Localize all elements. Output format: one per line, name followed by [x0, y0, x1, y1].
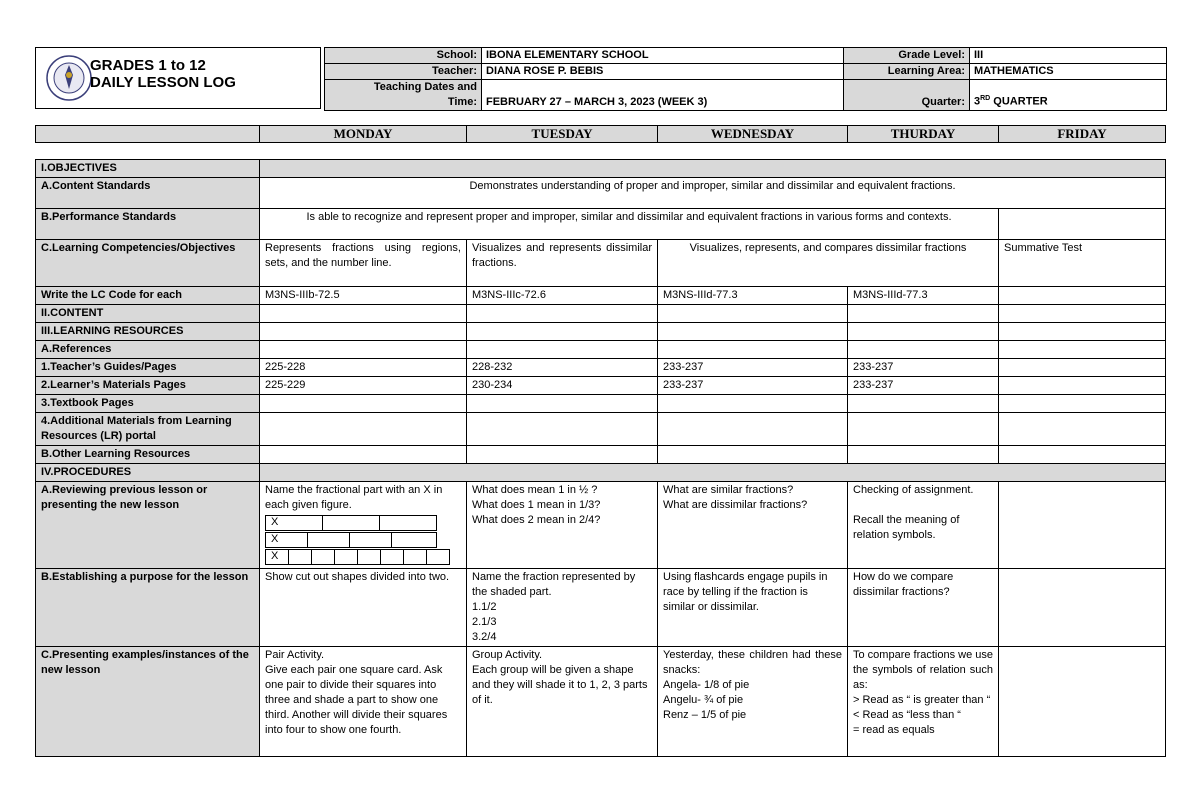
figure-3-part-4	[334, 549, 358, 565]
purpose-tuesday	[467, 569, 658, 647]
examples-label: C.Presenting examples/instances of the new lesson	[36, 647, 260, 757]
teacher-value: DIANA ROSE P. BEBIS	[482, 64, 844, 80]
figure-2-part-2	[307, 532, 350, 548]
examples-thursday-intro: To compare fractions we use the symbols of relation such as:	[853, 649, 994, 691]
day-monday: MONDAY	[260, 126, 467, 143]
teachers-guide-thursday: 233-237	[848, 359, 999, 377]
teachers-guide-friday	[999, 359, 1166, 377]
lc-code-thursday: M3NS-IIId-77.3	[848, 287, 999, 305]
purpose-friday	[999, 569, 1166, 647]
figure-1-part-3	[379, 515, 437, 531]
purpose-monday: Show cut out shapes divided into two.	[260, 569, 467, 647]
dates-value: FEBRUARY 27 – MARCH 3, 2023 (WEEK 3)	[482, 80, 844, 111]
competencies-label: C.Learning Competencies/Objectives	[36, 240, 260, 287]
additional-tuesday	[467, 413, 658, 446]
learners-materials-wednesday: 233-237	[658, 377, 848, 395]
reviewing-thursday-line2: Recall the meaning of relation symbols.	[853, 514, 960, 541]
references-friday	[999, 341, 1166, 359]
other-monday	[260, 446, 467, 464]
quarter-value	[970, 80, 1167, 111]
day-thursday: THURDAY	[848, 126, 999, 143]
fraction-figures	[265, 515, 451, 567]
references-tuesday	[467, 341, 658, 359]
teachers-guide-monday: 225-228	[260, 359, 467, 377]
additional-friday	[999, 413, 1166, 446]
textbook-wednesday	[658, 395, 848, 413]
additional-monday	[260, 413, 467, 446]
examples-wednesday-item2: Angelu- ¾ of pie	[663, 694, 744, 706]
figure-1-part-2	[322, 515, 380, 531]
reviewing-label-line1: A.Reviewing previous lesson or	[41, 484, 208, 496]
area-value: MATHEMATICS	[970, 64, 1167, 80]
dates-label	[325, 80, 482, 111]
performance-standards-label: B.Performance Standards	[36, 209, 260, 240]
additional-wednesday	[658, 413, 848, 446]
reviewing-wednesday	[658, 482, 848, 569]
examples-wednesday	[658, 647, 848, 757]
content-standards-value: Demonstrates understanding of proper and improper, similar and dissimilar and equivalent fractions.	[260, 178, 1166, 209]
figure-3-part-3	[311, 549, 335, 565]
day-wednesday: WEDNESDAY	[658, 126, 848, 143]
reviewing-tuesday-q2: What does 1 mean in 1/3?	[472, 499, 601, 511]
purpose-tuesday-text: Name the fraction represented by the shaded part.	[472, 571, 636, 598]
day-friday: FRIDAY	[999, 126, 1166, 143]
examples-tuesday-text: Each group will be given a shape and they will shade it to 1, 2, 3 parts of it.	[472, 664, 648, 706]
learners-materials-monday: 225-229	[260, 377, 467, 395]
examples-tuesday	[467, 647, 658, 757]
figure-3-part-2	[288, 549, 312, 565]
figure-2-part-3	[349, 532, 392, 548]
reviewing-thursday-spacer	[853, 498, 993, 513]
performance-standards-value: Is able to recognize and represent proper and improper, similar and dissimilar and equivalent fractions in various forms and contexts.	[260, 209, 999, 240]
log-title-line1: GRADES 1 to 12	[90, 57, 206, 74]
reviewing-monday-text: Name the fractional part with an X in each given figure.	[265, 484, 443, 511]
textbook-tuesday	[467, 395, 658, 413]
competencies-wed-thu: Visualizes, represents, and compares dissimilar fractions	[658, 240, 999, 287]
resources-wednesday	[658, 323, 848, 341]
reviewing-tuesday-q3: What does 2 mean in 2/4?	[472, 514, 601, 526]
textbook-monday	[260, 395, 467, 413]
additional-materials-label-line1: 4.Additional Materials from Learning	[41, 415, 232, 427]
reviewing-monday	[260, 482, 467, 569]
examples-thursday-item3: = read as equals	[853, 724, 935, 736]
references-thursday	[848, 341, 999, 359]
resources-heading: III.LEARNING RESOURCES	[36, 323, 260, 341]
reviewing-thursday-line1: Checking of assignment.	[853, 484, 974, 496]
lc-code-wednesday: M3NS-IIId-77.3	[658, 287, 848, 305]
dates-label-line2: Time:	[447, 96, 477, 108]
quarter-label: Quarter:	[844, 80, 970, 111]
figure-3-part-5	[357, 549, 381, 565]
reviewing-wednesday-q2: What are dissimilar fractions?	[663, 499, 808, 511]
references-wednesday	[658, 341, 848, 359]
other-friday	[999, 446, 1166, 464]
school-label: School:	[325, 48, 482, 64]
lc-code-monday: M3NS-IIIb-72.5	[260, 287, 467, 305]
references-monday	[260, 341, 467, 359]
content-monday	[260, 305, 467, 323]
learners-materials-thursday: 233-237	[848, 377, 999, 395]
purpose-tuesday-item3: 3.2/4	[472, 631, 497, 643]
area-label: Learning Area:	[844, 64, 970, 80]
content-thursday	[848, 305, 999, 323]
reviewing-tuesday	[467, 482, 658, 569]
other-tuesday	[467, 446, 658, 464]
performance-standards-friday	[999, 209, 1166, 240]
examples-wednesday-item1: Angela- 1/8 of pie	[663, 679, 750, 691]
teachers-guide-wednesday: 233-237	[658, 359, 848, 377]
other-thursday	[848, 446, 999, 464]
textbook-label: 3.Textbook Pages	[36, 395, 260, 413]
learners-materials-friday	[999, 377, 1166, 395]
resources-friday	[999, 323, 1166, 341]
examples-thursday-item2: < Read as “less than “	[853, 709, 961, 721]
purpose-tuesday-item1: 1.1/2	[472, 601, 497, 613]
examples-monday	[260, 647, 467, 757]
dates-label-line1: Teaching Dates and	[373, 81, 477, 93]
reviewing-tuesday-q1: What does mean 1 in ½ ?	[472, 484, 598, 496]
examples-thursday-item1: > Read as “ is greater than “	[853, 694, 991, 706]
teachers-guide-tuesday: 228-232	[467, 359, 658, 377]
procedures-heading: IV.PROCEDURES	[36, 464, 260, 482]
references-label: A.References	[36, 341, 260, 359]
lesson-log-table	[35, 159, 1166, 757]
textbook-thursday	[848, 395, 999, 413]
lc-code-tuesday: M3NS-IIIc-72.6	[467, 287, 658, 305]
header-logo-block	[35, 47, 321, 109]
purpose-tuesday-item2: 2.1/3	[472, 616, 497, 628]
lc-code-friday	[999, 287, 1166, 305]
examples-friday	[999, 647, 1166, 757]
reviewing-friday	[999, 482, 1166, 569]
examples-tuesday-title: Group Activity.	[472, 649, 543, 661]
resources-thursday	[848, 323, 999, 341]
purpose-label: B.Establishing a purpose for the lesson	[36, 569, 260, 647]
competencies-monday: Represents fractions using regions, sets, and the number line.	[260, 240, 467, 287]
lc-code-label: Write the LC Code for each	[36, 287, 260, 305]
content-friday	[999, 305, 1166, 323]
other-wednesday	[658, 446, 848, 464]
additional-materials-label-line2: Resources (LR) portal	[41, 430, 156, 442]
learners-materials-tuesday: 230-234	[467, 377, 658, 395]
day-header-table	[35, 125, 1166, 143]
examples-thursday	[848, 647, 999, 757]
reviewing-label	[36, 482, 260, 569]
examples-wednesday-item3: Renz – 1/5 of pie	[663, 709, 747, 721]
figure-2-mark: X	[271, 533, 279, 545]
purpose-thursday: How do we compare dissimilar fractions?	[848, 569, 999, 647]
grade-value: III	[970, 48, 1167, 64]
deped-seal-icon	[46, 55, 92, 101]
content-tuesday	[467, 305, 658, 323]
additional-thursday	[848, 413, 999, 446]
figure-3-part-8	[426, 549, 450, 565]
figure-3-part-6	[380, 549, 404, 565]
reviewing-wednesday-q1: What are similar fractions?	[663, 484, 794, 496]
content-standards-label: A.Content Standards	[36, 178, 260, 209]
figure-1-mark: X	[271, 516, 279, 528]
grade-label: Grade Level:	[844, 48, 970, 64]
objectives-heading-fill	[260, 160, 1166, 178]
reviewing-label-line2: presenting the new lesson	[41, 499, 180, 511]
examples-monday-text: Give each pair one square card. Ask one pair to divide their squares into three and shade a part to show one third. Another will divide their squares into four to show one fourth.	[265, 664, 448, 736]
header-info-table	[324, 47, 1167, 111]
learners-materials-label: 2.Learner’s Materials Pages	[36, 377, 260, 395]
log-title-line2: DAILY LESSON LOG	[90, 74, 236, 91]
content-heading: II.CONTENT	[36, 305, 260, 323]
teacher-label: Teacher:	[325, 64, 482, 80]
other-resources-label: B.Other Learning Resources	[36, 446, 260, 464]
school-value: IBONA ELEMENTARY SCHOOL	[482, 48, 844, 64]
textbook-friday	[999, 395, 1166, 413]
objectives-heading: I.OBJECTIVES	[36, 160, 260, 178]
resources-monday	[260, 323, 467, 341]
examples-monday-title: Pair Activity.	[265, 649, 325, 661]
figure-3-mark: X	[271, 550, 279, 562]
quarter-number: 3	[974, 96, 981, 108]
figure-2-part-4	[391, 532, 437, 548]
quarter-suffix: RD	[980, 95, 991, 103]
quarter-text: QUARTER	[990, 96, 1048, 108]
resources-tuesday	[467, 323, 658, 341]
day-header-blank	[36, 126, 260, 143]
additional-materials-label	[36, 413, 260, 446]
day-tuesday: TUESDAY	[467, 126, 658, 143]
competencies-friday: Summative Test	[999, 240, 1166, 287]
figure-3-part-7	[403, 549, 427, 565]
purpose-wednesday: Using flashcards engage pupils in race by telling if the fraction is similar or dissimilar.	[658, 569, 848, 647]
content-wednesday	[658, 305, 848, 323]
procedures-heading-fill	[260, 464, 1166, 482]
reviewing-thursday	[848, 482, 999, 569]
teachers-guide-label: 1.Teacher’s Guides/Pages	[36, 359, 260, 377]
examples-wednesday-intro: Yesterday, these children had these snacks:	[663, 649, 842, 676]
competencies-tuesday: Visualizes and represents dissimilar fractions.	[467, 240, 658, 287]
